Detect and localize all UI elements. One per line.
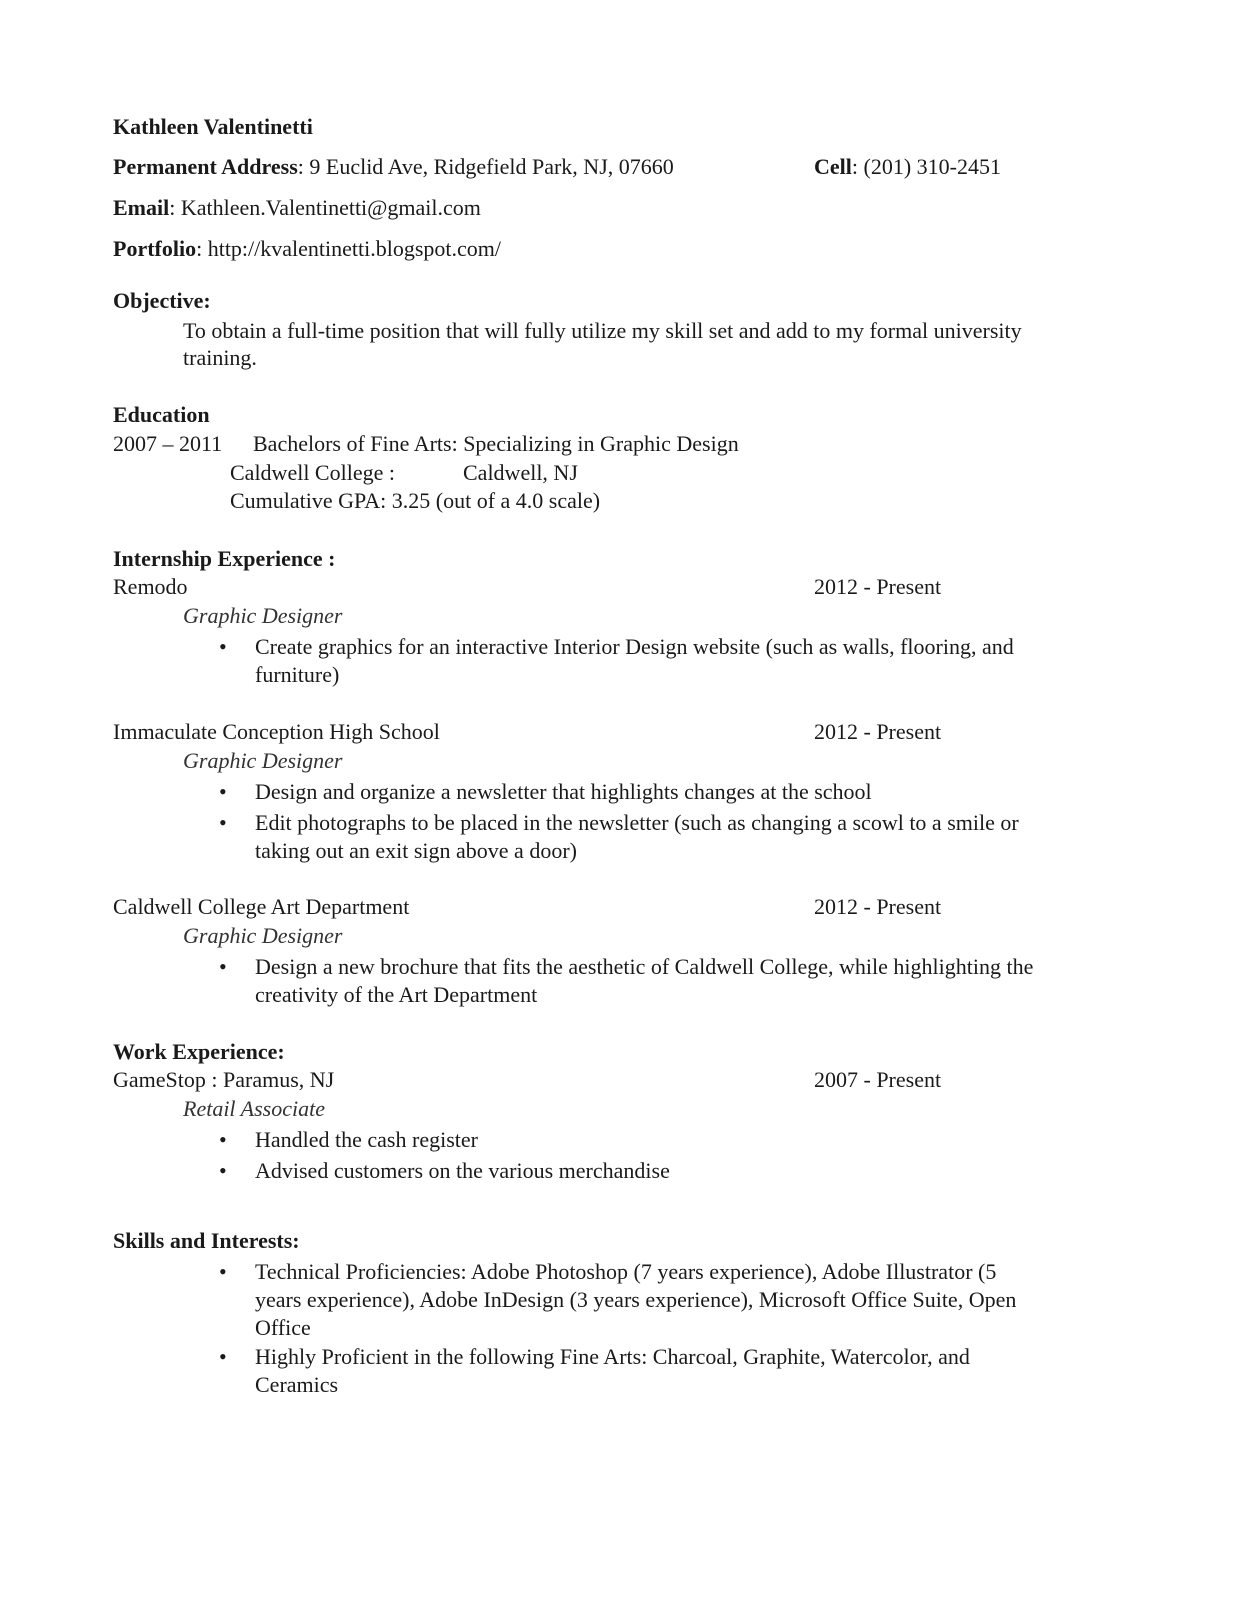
address-line	[113, 153, 674, 181]
address-value: : 9 Euclid Ave, Ridgefield Park, NJ, 07660	[297, 154, 674, 179]
bullet-icon: •	[219, 634, 227, 659]
education-school: Caldwell College :	[230, 460, 395, 485]
education-gpa: Cumulative GPA: 3.25 (out of a 4.0 scale)	[230, 488, 601, 513]
bullet-line: taking out an exit sign above a door)	[255, 838, 577, 863]
email-line	[113, 194, 481, 222]
bullet-line: Ceramics	[255, 1372, 339, 1397]
bullet-line: Highly Proficient in the following Fine Arts: Charcoal, Graphite, Watercolor, and	[255, 1344, 970, 1369]
work-heading: Work Experience:	[113, 1039, 285, 1064]
bullet-line: Create graphics for an interactive Interior Design website (such as walls, flooring, and	[255, 634, 1014, 659]
portfolio-label: Portfolio	[113, 236, 197, 261]
bullet-line: Design and organize a newsletter that highlights changes at the school	[255, 779, 872, 804]
job-title: Graphic Designer	[183, 923, 343, 948]
job-title: Graphic Designer	[183, 748, 343, 773]
bullet-icon: •	[219, 810, 227, 835]
bullet-icon: •	[219, 954, 227, 979]
bullet-icon: •	[219, 1158, 227, 1183]
job-title: Graphic Designer	[183, 603, 343, 628]
job-org: GameStop : Paramus, NJ	[113, 1067, 335, 1092]
education-years: 2007 – 2011	[113, 431, 223, 456]
objective-heading: Objective:	[113, 288, 211, 313]
address-label: Permanent Address	[113, 154, 298, 179]
email-label: Email	[113, 195, 170, 220]
bullet-line: Advised customers on the various merchandise	[255, 1158, 670, 1183]
email-value: : Kathleen.Valentinetti@gmail.com	[169, 195, 481, 220]
education-heading: Education	[113, 402, 210, 427]
bullet-line: creativity of the Art Department	[255, 982, 538, 1007]
job-dates: 2012 - Present	[814, 719, 942, 744]
job-org: Immaculate Conception High School	[113, 719, 440, 744]
bullet-line: Design a new brochure that fits the aesthetic of Caldwell College, while highlighting the	[255, 954, 1034, 979]
job-title: Retail Associate	[183, 1096, 325, 1121]
bullet-line: furniture)	[255, 662, 340, 687]
bullet-line: Office	[255, 1315, 311, 1340]
resume-name: Kathleen Valentinetti	[113, 114, 313, 139]
job-dates: 2007 - Present	[814, 1067, 942, 1092]
objective-line-2: training.	[183, 345, 257, 370]
job-dates: 2012 - Present	[814, 894, 942, 919]
objective-line-1: To obtain a full-time position that will fully utilize my skill set and add to my formal university	[183, 318, 1022, 343]
education-degree: Bachelors of Fine Arts: Specializing in Graphic Design	[253, 431, 739, 456]
bullet-line: Technical Proficiencies: Adobe Photoshop (7 years experience), Adobe Illustrator (5	[255, 1259, 997, 1284]
bullet-icon: •	[219, 779, 227, 804]
job-dates: 2012 - Present	[814, 574, 942, 599]
cell-value: : (201) 310-2451	[851, 154, 1001, 179]
portfolio-value: : http://kvalentinetti.blogspot.com/	[196, 236, 502, 261]
job-org: Caldwell College Art Department	[113, 894, 410, 919]
skills-heading: Skills and Interests:	[113, 1228, 300, 1253]
job-org: Remodo	[113, 574, 188, 599]
bullet-icon: •	[219, 1127, 227, 1152]
bullet-icon: •	[219, 1344, 227, 1369]
internship-heading: Internship Experience :	[113, 546, 336, 571]
bullet-icon: •	[219, 1259, 227, 1284]
portfolio-line	[113, 235, 501, 263]
cell-line	[814, 153, 1001, 181]
bullet-line: Edit photographs to be placed in the newsletter (such as changing a scowl to a smile or	[255, 810, 1019, 835]
bullet-line: Handled the cash register	[255, 1127, 478, 1152]
bullet-line: years experience), Adobe InDesign (3 years experience), Microsoft Office Suite, Open	[255, 1287, 1017, 1312]
education-location: Caldwell, NJ	[463, 460, 578, 485]
cell-label: Cell	[814, 154, 852, 179]
